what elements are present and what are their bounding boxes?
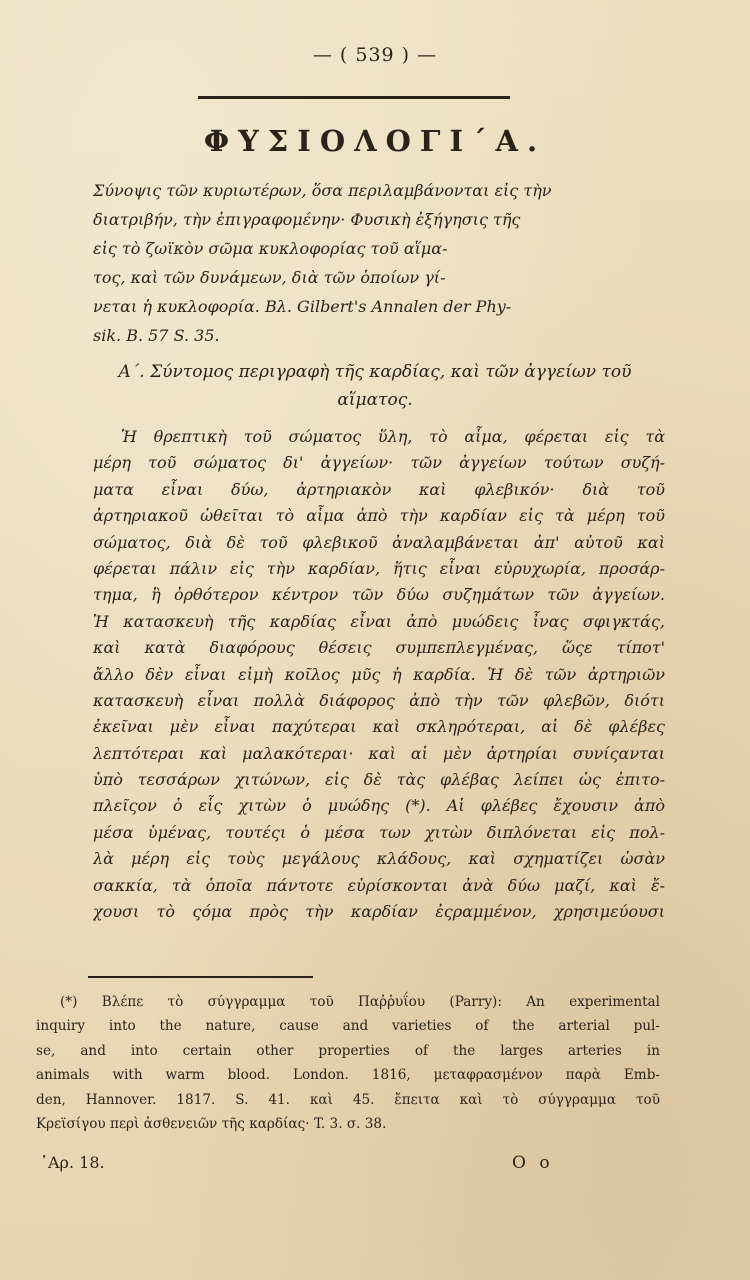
- footnote-line: inquiry into the nature, cause and varieties of the arterial pul-: [36, 1018, 660, 1035]
- body-line: Ἡ θρεπτικὴ τοῦ σώματος ὕλη, τὸ αἷμα, φέρεται εἰς τὰ: [121, 427, 665, 446]
- body-line: λεπτότεραι καὶ μαλακότεραι· καὶ αἱ μὲν ἀρτηρίαι συνίςανται: [93, 743, 665, 763]
- abstract-line: νεται ἡ κυκλοφορία. Βλ. Gilbert's Annalen der Phy-: [93, 297, 512, 316]
- article-abstract: [93, 176, 660, 350]
- abstract-line: τος, καὶ τῶν δυνάμεων, διὰ τῶν ὁποίων γί-: [93, 268, 446, 287]
- body-line: ἀρτηριακοῦ ὠθεῖται τὸ αἷμα ἀπὸ τὴν καρδίαν εἰς τὰ μέρη τοῦ: [93, 506, 665, 526]
- body-line: πλεῖςον ὁ εἷς χιτὼν ὁ μυώδης (*). Αἱ φλέβες ἔχουσιν ἀπὸ: [93, 796, 665, 816]
- body-line: καὶ κατὰ διαφόρους θέσεις συμπεπλεγμένας, ὥςε τίποτ': [93, 638, 665, 658]
- body-line: χουσι τὸ ςόμα πρὸς τὴν καρδίαν ἐςραμμένον, χρησιμεύουσι: [93, 902, 665, 922]
- body-line: φέρεται πάλιν εἰς τὴν καρδίαν, ἥτις εἶναι εὐρυχωρία, προσάρ-: [93, 558, 665, 578]
- body-line: ὑπὸ τεσσάρων χιτώνων, εἰς δὲ τὰς φλέβας λείπει ὡς ἐπιτο-: [93, 770, 665, 790]
- footnote-rule: [88, 976, 313, 978]
- footnote-line: (*) Βλέπε τὸ σύγγραμμα τοῦ Παῤῥυΐου (Parry): An experimental: [60, 994, 660, 1010]
- body-text: [93, 424, 665, 925]
- footnote-line: se, and into certain other properties of the larges arteries in: [36, 1042, 660, 1059]
- body-line: κατασκευὴ εἶναι πολλὰ διάφορος ἀπὸ τὴν τῶν φλεβῶν, διότι: [93, 690, 665, 710]
- abstract-line: Σύνοψις τῶν κυριωτέρων, ὅσα περιλαμβάνονται εἰς τὴν: [93, 181, 552, 200]
- body-line: μέσα ὑμένας, τουτέςι ὁ μέσα των χιτὼν διπλόνεται εἰς πολ-: [93, 822, 665, 842]
- page-number-header: — ( 539 ) —: [312, 44, 438, 66]
- sheet-mark: O o: [512, 1153, 554, 1173]
- footnote-line: animals with warm blood. London. 1816, μεταφρασμένον παρὰ Emb-: [36, 1067, 660, 1084]
- body-line: λὰ μέρη εἰς τοὺς μεγάλους κλάδους, καὶ σχηματίζει ὡσὰν: [93, 849, 665, 869]
- body-line: σακκία, τὰ ὁποῖα πάντοτε εὑρίσκονται ἀνὰ δύω μαζί, καὶ ἔ-: [93, 875, 665, 895]
- abstract-line: διατριβήν, τὴν ἐπιγραφομένην· Φυσικὴ ἐξήγησις τῆς: [93, 210, 521, 229]
- body-line: τημα, ἢ ὀρθότερον κέντρον τῶν δύω συζημάτων τῶν ἀγγείων.: [93, 585, 665, 605]
- article-title: ΦΥΣΙΟΛΟΓΙ΄Α.: [203, 124, 547, 158]
- body-line: ἄλλο δὲν εἶναι εἰμὴ κοῖλος μῦς ἡ καρδία. Ἡ δὲ τῶν ἀρτηριῶν: [93, 664, 665, 684]
- header-rule: [198, 96, 510, 99]
- section-heading-line: αἵματος.: [337, 390, 413, 410]
- abstract-line: εἰς τὸ ζωϊκὸν σῶμα κυκλοφορίας τοῦ αἵμα-: [93, 239, 448, 258]
- footnote-line: Κρεϊσίγου περὶ ἀσθενειῶν τῆς καρδίας· T. 3. σ. 38.: [36, 1115, 387, 1132]
- section-heading-line: Α΄. Σύντομος περιγραφὴ τῆς καρδίας, καὶ τῶν ἀγγείων τοῦ: [118, 362, 632, 382]
- body-line: μέρη τοῦ σώματος δι' ἀγγείων· τῶν ἀγγείων τούτων συζή-: [93, 453, 665, 473]
- body-line: Ἡ κατασκευὴ τῆς καρδίας εἶναι ἀπὸ μυώδεις ἶνας σφιγκτάς,: [93, 611, 665, 631]
- abstract-line: sik. B. 57 S. 35.: [93, 326, 220, 345]
- body-line: ἐκεῖναι μὲν εἶναι παχύτεραι καὶ σκληρότεραι, αἱ δὲ φλέβες: [93, 717, 665, 737]
- footnote: [36, 990, 660, 1136]
- section-heading: [40, 358, 710, 414]
- body-line: σώματος, διὰ δὲ τοῦ φλεβικοῦ ἀναλαμβάνεται ἀπ' αὐτοῦ καὶ: [93, 532, 665, 552]
- issue-signature: ᾿Αρ. 18.: [40, 1153, 105, 1172]
- footnote-line: den, Hannover. 1817. S. 41. καὶ 45. ἔπειτα καὶ τὸ σύγγραμμα τοῦ: [36, 1091, 660, 1108]
- body-line: ματα εἶναι δύω, ἀρτηριακὸν καὶ φλεβικόν· διὰ τοῦ: [93, 479, 665, 499]
